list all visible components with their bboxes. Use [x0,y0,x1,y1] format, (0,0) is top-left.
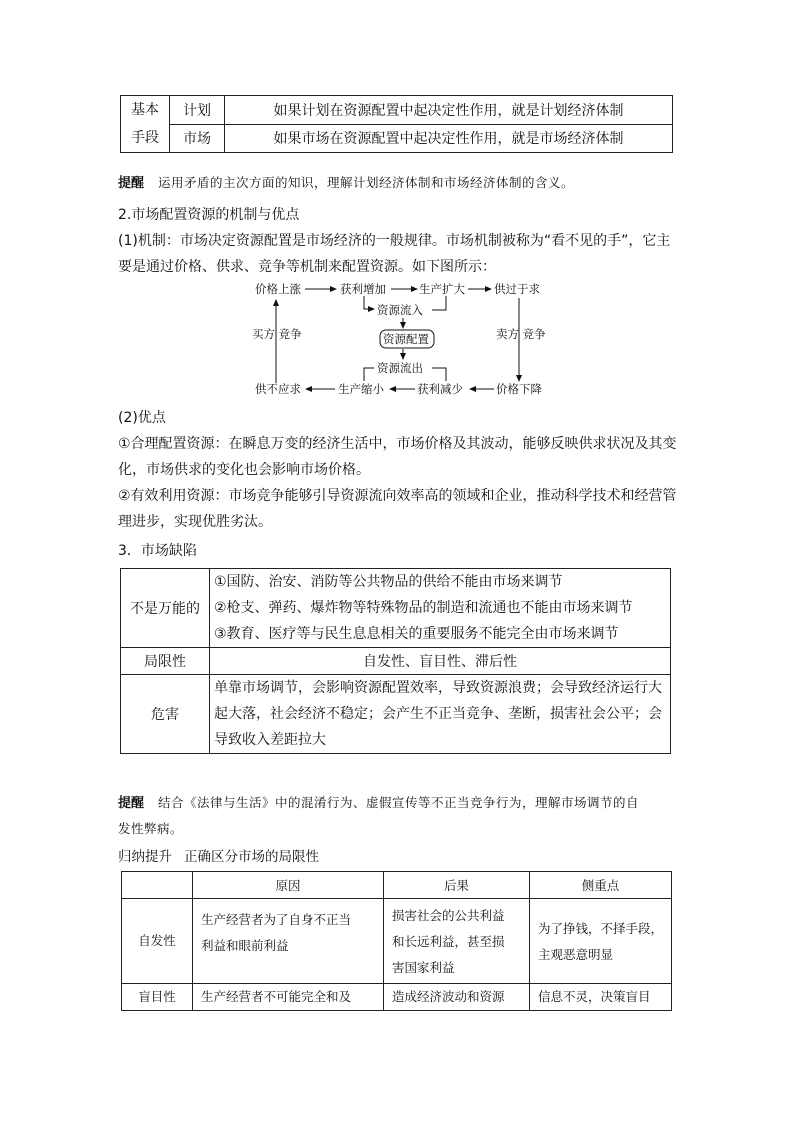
header-cell: 原因 [193,872,384,899]
desc-cell: 如果计划在资源配置中起决定性作用，就是计划经济体制 [225,96,673,125]
limitations-comparison-table [121,871,672,1011]
paragraph-line: ①合理配置资源：在瞬息万变的经济生活中，市场价格及其波动，能够反映供求状况及其变 [118,436,677,452]
basic-means-label: 基本 手段 [121,96,170,153]
advantages-title: (2)优点 [118,410,166,426]
type-cell: 计划 [170,96,225,125]
buyer-competition-label: 买方 竞争 [252,327,302,341]
resource-allocation-node: 资源配置 [383,332,429,346]
paragraph-line: (1)机制：市场决定资源配置是市场经济的一般规律。市场机制被称为“看不见的手”，它主 [118,233,671,249]
result-cell: 损害社会的公共利益 和长远利益，甚至损 害国家利益 [384,899,530,984]
section-3-heading: 3．市场缺陷 [118,543,197,559]
paragraph-line: ②有效利用资源：市场竞争能够引导资源流向效率高的领域和企业，推动科学技术和经营管 [118,488,677,504]
table-row [122,984,672,1011]
focus-cell: 信息不灵，决策盲目 [530,984,672,1011]
limitation-value: 自发性、盲目性、滞后性 [210,648,671,675]
header-cell: 后果 [384,872,530,899]
paragraph-line: 化，市场供求的变化也会影响市场价格。 [118,462,370,478]
not-omnipotent-label: 不是万能的 [121,569,210,648]
tip-text: 运用矛盾的主次方面的知识，理解计划经济体制和市场经济体制的含义。 [158,175,575,190]
short-supply-node: 供不应求 [255,382,301,396]
production-expand-node: 生产扩大 [419,282,465,296]
desc-cell: 如果市场在资源配置中起决定性作用，就是市场经济体制 [225,124,673,153]
supply-exceeds-node: 供过于求 [494,282,540,296]
limitation-label: 局限性 [121,648,210,675]
price-down-node: 价格下降 [496,382,542,396]
table-row [122,899,672,984]
resources-in-node: 资源流入 [377,303,423,317]
resources-out-node: 资源流出 [377,361,423,375]
section-2 [118,202,678,280]
profit-up-node: 获利增加 [340,282,386,296]
market-mechanism-diagram [240,278,560,402]
cause-cell: 生产经营者为了自身不正当 利益和眼前利益 [193,899,384,984]
header-cell: 侧重点 [530,872,672,899]
not-omnipotent-items: ①国防、治安、消防等公共物品的供给不能由市场来调节 ②枪支、弹药、爆炸物等特殊物品的制造和流通也不能由市场来调节 ③教育、医疗等与民生息息相关的重要服务不能完全由市场来调节 [210,569,671,648]
production-shrink-node: 生产缩小 [338,382,384,396]
paragraph-line: 理进步，实现优胜劣汰。 [118,514,272,530]
tip-note [118,172,574,191]
row-label: 盲目性 [122,984,193,1011]
harm-label: 危害 [121,675,210,754]
price-up-node: 价格上涨 [255,282,301,296]
row-label: 自发性 [122,899,193,984]
tip-note-2: 提醒 结合《法律与生活》中的混淆行为、虚假宣传等不正当竞争行为，理解市场调节的自 发性弊病。 [118,795,640,836]
economic-system-table [120,95,673,153]
result-cell: 造成经济波动和资源 [384,984,530,1011]
section-heading: 2.市场配置资源的机制与优点 [118,207,300,223]
seller-competition-label: 卖方 竞争 [496,327,546,341]
harm-text: 单靠市场调节，会影响资源配置效率，导致资源浪费；会导致经济运行大 起大落，社会经济不稳定；会产生不正当竞争、垄断，损害社会公平；会 导致收入差距拉大 [210,675,671,754]
paragraph-line: 要是通过价格、供求、竞争等机制来配置资源。如下图所示： [118,259,496,275]
tip-label: 提醒 [118,796,145,811]
tip-label: 提醒 [118,176,145,191]
advantages [118,405,678,535]
type-cell: 市场 [170,124,225,153]
focus-cell: 为了挣钱，不择手段， 主观恶意明显 [530,899,672,984]
market-defects-table [120,568,671,754]
profit-down-node: 获利减少 [417,382,463,396]
cause-cell: 生产经营者不可能完全和及 [193,984,384,1011]
header-cell [122,872,193,899]
summary-heading: 归纳提升 正确区分市场的局限性 [118,849,319,865]
